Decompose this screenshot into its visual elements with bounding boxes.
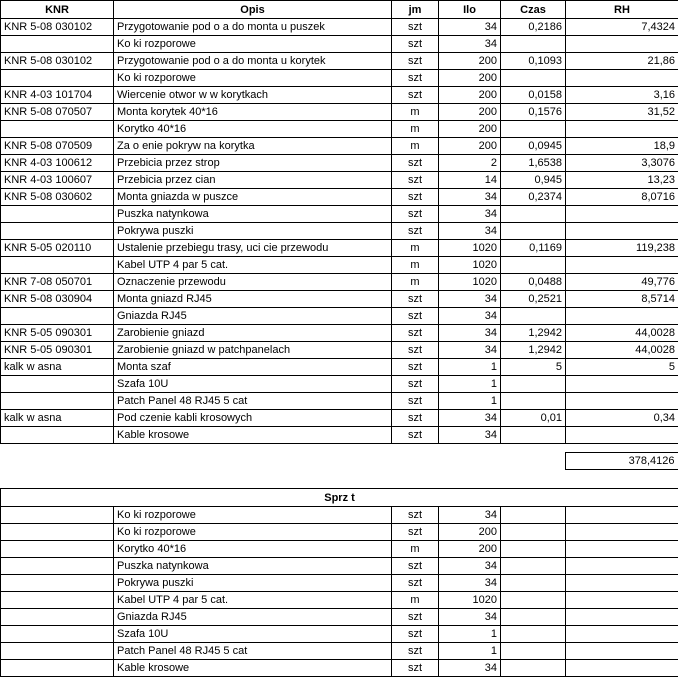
cell-jm: szt: [392, 609, 439, 626]
cell-knr: KNR 5-08 070507: [1, 104, 114, 121]
cell-nazwa: Korytko 40*16: [114, 541, 392, 558]
cell-jm: szt: [392, 223, 439, 240]
cell-nazwa: Ko ki rozporowe: [114, 507, 392, 524]
cell-opis: Monta gniazda w puszce: [114, 189, 392, 206]
header-opis: Opis: [114, 1, 392, 19]
cell-jm: szt: [392, 558, 439, 575]
cell-nazwa: Ko ki rozporowe: [114, 524, 392, 541]
table-row: [1, 121, 678, 138]
cell-knr: KNR 5-05 020110: [1, 240, 114, 257]
cell-rh: [566, 257, 678, 274]
cell-knr: KNR 5-08 030602: [1, 189, 114, 206]
cell-jm: szt: [392, 87, 439, 104]
cell-ilosc: 2: [439, 155, 501, 172]
cell-jm: szt: [392, 206, 439, 223]
cell-knr: KNR 5-05 090301: [1, 342, 114, 359]
cell-opis: Monta korytek 40*16: [114, 104, 392, 121]
cell-czas: 0,0945: [501, 138, 566, 155]
cell-opis: Zarobienie gniazd: [114, 325, 392, 342]
cell-ilosc: 200: [439, 70, 501, 87]
cell-ilosc: 14: [439, 172, 501, 189]
cell-ilosc: 34: [439, 19, 501, 36]
cell-ilosc: 200: [439, 524, 501, 541]
cell-empty: [501, 558, 566, 575]
cell-jm: szt: [392, 19, 439, 36]
cell-empty: [501, 541, 566, 558]
table-row: [1, 257, 678, 274]
cell-czas: 0,01: [501, 410, 566, 427]
cell-ilosc: 200: [439, 104, 501, 121]
cell-rh: 3,3076: [566, 155, 678, 172]
cell-empty: [566, 558, 678, 575]
cell-knr: KNR 4-03 101704: [1, 87, 114, 104]
table-row: [1, 427, 678, 444]
table-row: [1, 308, 678, 325]
cell-ilosc: 34: [439, 36, 501, 53]
cell-nazwa: Kabel UTP 4 par 5 cat.: [114, 592, 392, 609]
cell-czas: [501, 70, 566, 87]
cell-czas: 0,1576: [501, 104, 566, 121]
cell-rh: [566, 121, 678, 138]
cell-jm: szt: [392, 189, 439, 206]
cell-ilosc: 34: [439, 223, 501, 240]
cell-jm: m: [392, 592, 439, 609]
main-table-body: [1, 19, 678, 444]
cell-czas: [501, 393, 566, 410]
cell-empty: [1, 660, 114, 677]
cell-ilosc: 34: [439, 291, 501, 308]
cell-opis: Gniazda RJ45: [114, 308, 392, 325]
cell-empty: [566, 592, 678, 609]
cell-nazwa: Szafa 10U: [114, 626, 392, 643]
cell-empty: [1, 592, 114, 609]
cell-jm: szt: [392, 524, 439, 541]
cell-ilosc: 1: [439, 393, 501, 410]
cell-knr: [1, 223, 114, 240]
cell-rh: 7,4324: [566, 19, 678, 36]
cell-ilosc: 34: [439, 609, 501, 626]
cell-opis: Ustalenie przebiegu trasy, uci cie przewodu: [114, 240, 392, 257]
cell-opis: Ko ki rozporowe: [114, 70, 392, 87]
cell-opis: Ko ki rozporowe: [114, 36, 392, 53]
cell-ilosc: 1020: [439, 257, 501, 274]
cell-opis: Za o enie pokryw na korytka: [114, 138, 392, 155]
cell-jm: szt: [392, 393, 439, 410]
cell-ilosc: 1020: [439, 240, 501, 257]
cell-rh: 5: [566, 359, 678, 376]
cell-jm: m: [392, 240, 439, 257]
cell-knr: [1, 308, 114, 325]
table-row: [1, 189, 678, 206]
cell-jm: szt: [392, 575, 439, 592]
cell-czas: 0,1093: [501, 53, 566, 70]
table-row: [1, 359, 678, 376]
table-row: [1, 507, 678, 524]
cell-empty: [1, 626, 114, 643]
cell-czas: [501, 36, 566, 53]
cell-empty: [566, 660, 678, 677]
cell-knr: KNR 5-08 030102: [1, 53, 114, 70]
cell-jm: szt: [392, 36, 439, 53]
cell-rh: 8,5714: [566, 291, 678, 308]
header-ilosc: Ilo: [439, 1, 501, 19]
table-row: [1, 36, 678, 53]
cell-empty: [501, 643, 566, 660]
cell-jm: m: [392, 257, 439, 274]
cell-rh: [566, 376, 678, 393]
cell-nazwa: Puszka natynkowa: [114, 558, 392, 575]
header-knr: KNR: [1, 1, 114, 19]
cell-ilosc: 34: [439, 558, 501, 575]
cell-empty: [501, 660, 566, 677]
cell-knr: [1, 70, 114, 87]
cell-knr: KNR 4-03 100607: [1, 172, 114, 189]
cell-ilosc: 34: [439, 507, 501, 524]
cell-knr: [1, 376, 114, 393]
cell-rh: 49,776: [566, 274, 678, 291]
cell-ilosc: 34: [439, 189, 501, 206]
cell-ilosc: 1020: [439, 274, 501, 291]
table-row: [1, 342, 678, 359]
total-row: [0, 452, 678, 470]
cell-jm: szt: [392, 643, 439, 660]
cell-empty: [501, 507, 566, 524]
cell-czas: [501, 121, 566, 138]
cell-empty: [501, 609, 566, 626]
cell-jm: szt: [392, 660, 439, 677]
cell-rh: 0,34: [566, 410, 678, 427]
cell-opis: Przygotowanie pod o a do monta u korytek: [114, 53, 392, 70]
cell-jm: m: [392, 121, 439, 138]
total-spacer: [0, 453, 565, 470]
cell-knr: [1, 393, 114, 410]
cell-empty: [566, 626, 678, 643]
table-row: [1, 376, 678, 393]
cell-knr: [1, 206, 114, 223]
table-row: [1, 223, 678, 240]
cell-opis: Pod czenie kabli krosowych: [114, 410, 392, 427]
table-row: [1, 70, 678, 87]
cell-ilosc: 1: [439, 643, 501, 660]
cell-ilosc: 34: [439, 342, 501, 359]
cell-opis: Przebicia przez cian: [114, 172, 392, 189]
cell-rh: 44,0028: [566, 325, 678, 342]
cell-rh: 44,0028: [566, 342, 678, 359]
table-row: [1, 53, 678, 70]
table-row: [1, 626, 678, 643]
cell-rh: [566, 223, 678, 240]
cell-opis: Zarobienie gniazd w patchpanelach: [114, 342, 392, 359]
header-row: [1, 1, 678, 19]
table-row: [1, 410, 678, 427]
cell-ilosc: 200: [439, 541, 501, 558]
cell-czas: 1,6538: [501, 155, 566, 172]
cell-czas: 1,2942: [501, 342, 566, 359]
cell-empty: [566, 507, 678, 524]
cell-rh: 8,0716: [566, 189, 678, 206]
table-row: [1, 643, 678, 660]
cell-knr: KNR 5-08 070509: [1, 138, 114, 155]
cell-jm: szt: [392, 172, 439, 189]
cell-nazwa: Gniazda RJ45: [114, 609, 392, 626]
cell-czas: 5: [501, 359, 566, 376]
table-row: [1, 274, 678, 291]
cell-rh: [566, 308, 678, 325]
cell-ilosc: 1: [439, 376, 501, 393]
cell-czas: 0,0158: [501, 87, 566, 104]
cell-opis: Pokrywa puszki: [114, 223, 392, 240]
cell-knr: KNR 7-08 050701: [1, 274, 114, 291]
table-row: [1, 87, 678, 104]
cell-empty: [566, 541, 678, 558]
cell-knr: [1, 36, 114, 53]
header-czas: Czas: [501, 1, 566, 19]
cell-rh: 31,52: [566, 104, 678, 121]
cell-rh: 13,23: [566, 172, 678, 189]
cell-knr: KNR 5-08 030102: [1, 19, 114, 36]
cell-opis: Monta gniazd RJ45: [114, 291, 392, 308]
cell-empty: [501, 626, 566, 643]
table-row: [1, 393, 678, 410]
cell-ilosc: 34: [439, 206, 501, 223]
cell-empty: [1, 507, 114, 524]
cell-czas: 1,2942: [501, 325, 566, 342]
cell-nazwa: Kable krosowe: [114, 660, 392, 677]
cell-opis: Kable krosowe: [114, 427, 392, 444]
cell-opis: Przebicia przez strop: [114, 155, 392, 172]
cell-ilosc: 200: [439, 121, 501, 138]
table-row: [1, 172, 678, 189]
cell-empty: [1, 524, 114, 541]
table-row: [1, 206, 678, 223]
cell-rh: [566, 427, 678, 444]
cell-knr: KNR 5-05 090301: [1, 325, 114, 342]
header-rh: RH: [566, 1, 678, 19]
cell-empty: [1, 609, 114, 626]
cell-opis: Patch Panel 48 RJ45 5 cat: [114, 393, 392, 410]
cell-jm: m: [392, 138, 439, 155]
cell-czas: [501, 223, 566, 240]
table-row: [1, 104, 678, 121]
cell-ilosc: 34: [439, 427, 501, 444]
cell-jm: szt: [392, 155, 439, 172]
cell-jm: szt: [392, 308, 439, 325]
cell-jm: szt: [392, 376, 439, 393]
cell-knr: kalk w asna: [1, 359, 114, 376]
table-row: [1, 19, 678, 36]
cell-ilosc: 1: [439, 626, 501, 643]
cell-jm: szt: [392, 342, 439, 359]
cell-nazwa: Patch Panel 48 RJ45 5 cat: [114, 643, 392, 660]
table-row: [1, 609, 678, 626]
cell-ilosc: 1: [439, 359, 501, 376]
cell-ilosc: 200: [439, 138, 501, 155]
cell-ilosc: 34: [439, 660, 501, 677]
cell-opis: Monta szaf: [114, 359, 392, 376]
cell-empty: [566, 524, 678, 541]
cell-czas: [501, 376, 566, 393]
cell-empty: [1, 575, 114, 592]
cell-opis: Przygotowanie pod o a do monta u puszek: [114, 19, 392, 36]
cell-opis: Kabel UTP 4 par 5 cat.: [114, 257, 392, 274]
cell-ilosc: 34: [439, 308, 501, 325]
cell-empty: [566, 575, 678, 592]
cell-rh: 18,9: [566, 138, 678, 155]
sprzet-table-body: [1, 507, 678, 677]
cell-empty: [1, 643, 114, 660]
sprzet-title: Sprz t: [1, 489, 678, 507]
cell-jm: m: [392, 274, 439, 291]
cell-czas: 0,2374: [501, 189, 566, 206]
cell-jm: szt: [392, 359, 439, 376]
cell-jm: m: [392, 104, 439, 121]
cell-jm: szt: [392, 325, 439, 342]
cell-czas: [501, 308, 566, 325]
table-row: [1, 660, 678, 677]
cell-jm: szt: [392, 507, 439, 524]
cell-czas: 0,0488: [501, 274, 566, 291]
cell-rh: 3,16: [566, 87, 678, 104]
cell-jm: szt: [392, 291, 439, 308]
cell-empty: [1, 541, 114, 558]
cell-empty: [1, 558, 114, 575]
cell-jm: szt: [392, 53, 439, 70]
table-row: [1, 592, 678, 609]
cell-knr: [1, 121, 114, 138]
cell-empty: [501, 575, 566, 592]
cell-rh: 21,86: [566, 53, 678, 70]
table-row: [1, 291, 678, 308]
sprzet-table: [0, 488, 678, 677]
cell-czas: 0,945: [501, 172, 566, 189]
cell-jm: szt: [392, 427, 439, 444]
cell-czas: 0,2521: [501, 291, 566, 308]
cell-jm: m: [392, 541, 439, 558]
cell-knr: KNR 4-03 100612: [1, 155, 114, 172]
cell-empty: [501, 592, 566, 609]
cell-czas: 0,2186: [501, 19, 566, 36]
cell-empty: [501, 524, 566, 541]
cell-ilosc: 1020: [439, 592, 501, 609]
cell-ilosc: 200: [439, 53, 501, 70]
cell-knr: kalk w asna: [1, 410, 114, 427]
cell-knr: [1, 427, 114, 444]
total-rh: 378,4126: [565, 453, 678, 470]
cell-czas: [501, 427, 566, 444]
cell-opis: Korytko 40*16: [114, 121, 392, 138]
cell-rh: [566, 393, 678, 410]
cell-rh: [566, 36, 678, 53]
table-row: [1, 138, 678, 155]
cell-ilosc: 34: [439, 575, 501, 592]
cell-ilosc: 34: [439, 410, 501, 427]
cell-opis: Wiercenie otwor w w korytkach: [114, 87, 392, 104]
cell-czas: [501, 206, 566, 223]
header-jm: jm: [392, 1, 439, 19]
cell-rh: [566, 206, 678, 223]
cell-czas: 0,1169: [501, 240, 566, 257]
cell-knr: KNR 5-08 030904: [1, 291, 114, 308]
cell-empty: [566, 609, 678, 626]
table-row: [1, 325, 678, 342]
cell-nazwa: Pokrywa puszki: [114, 575, 392, 592]
cell-opis: Oznaczenie przewodu: [114, 274, 392, 291]
cell-jm: szt: [392, 70, 439, 87]
cell-jm: szt: [392, 626, 439, 643]
table-row: [1, 575, 678, 592]
cell-ilosc: 200: [439, 87, 501, 104]
cell-rh: [566, 70, 678, 87]
table-row: [1, 524, 678, 541]
cell-jm: szt: [392, 410, 439, 427]
cell-ilosc: 34: [439, 325, 501, 342]
cell-rh: 119,238: [566, 240, 678, 257]
cell-opis: Puszka natynkowa: [114, 206, 392, 223]
table-row: [1, 240, 678, 257]
cell-czas: [501, 257, 566, 274]
table-row: [1, 155, 678, 172]
table-row: [1, 541, 678, 558]
cell-opis: Szafa 10U: [114, 376, 392, 393]
cell-knr: [1, 257, 114, 274]
cell-empty: [566, 643, 678, 660]
table-row: [1, 558, 678, 575]
